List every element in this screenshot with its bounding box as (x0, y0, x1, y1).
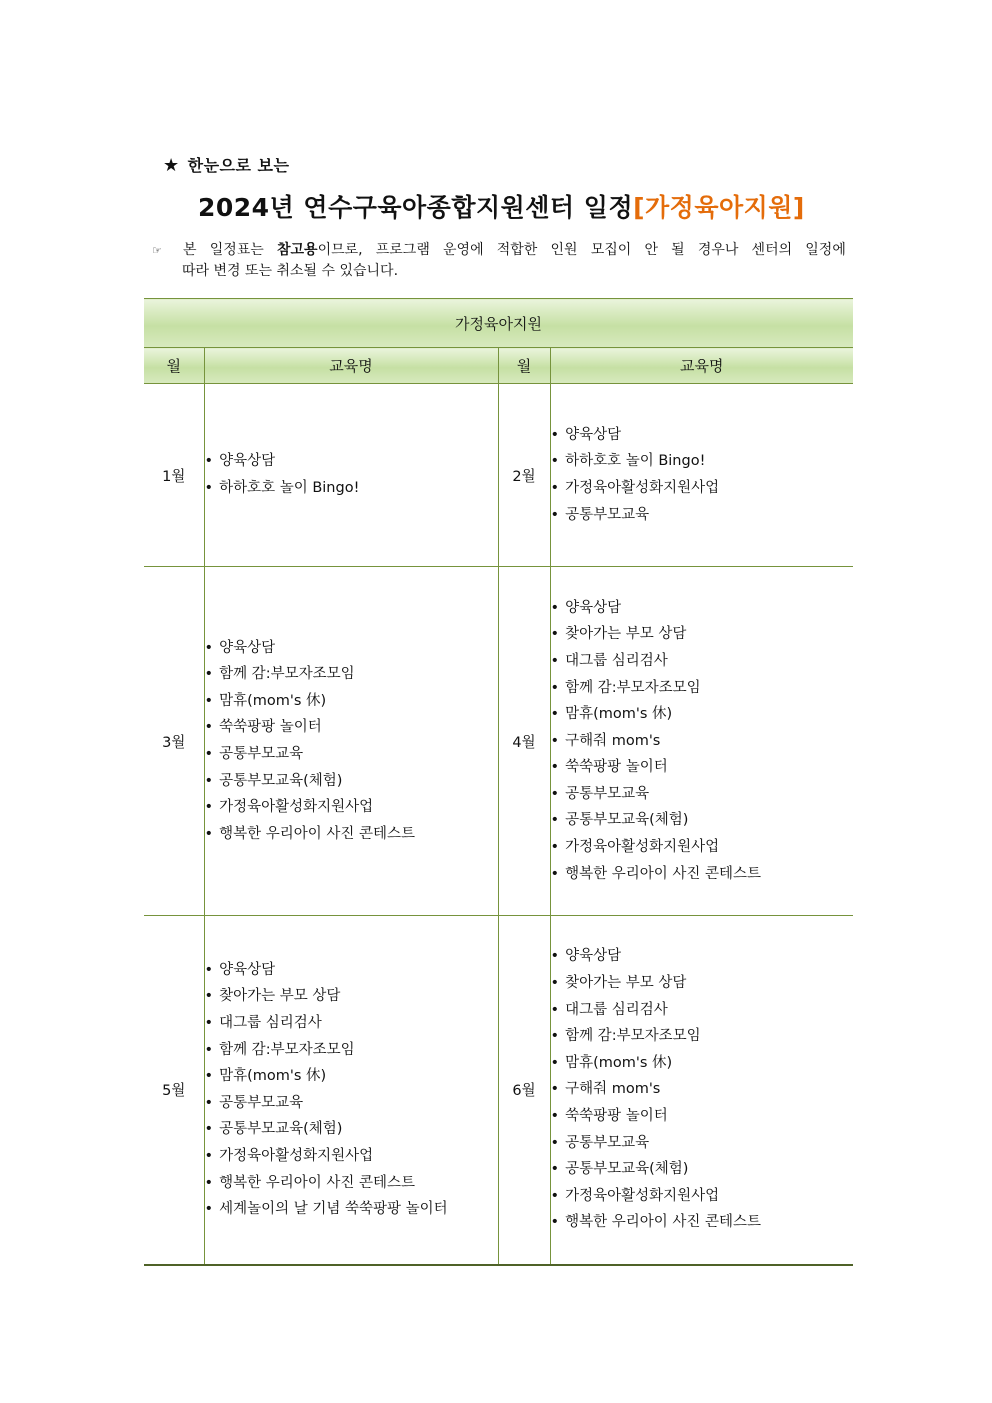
program-item (551, 701, 854, 728)
program-item (205, 821, 498, 848)
bullet-icon: • (550, 1028, 560, 1045)
program-item (551, 621, 854, 648)
program-item (205, 983, 498, 1010)
notice-word: 센터의 (751, 242, 793, 258)
program-item (205, 794, 498, 821)
program-item (205, 1143, 498, 1170)
bullet-icon: • (550, 812, 560, 829)
program-item (551, 595, 854, 622)
program-item (551, 781, 854, 808)
page-title (198, 188, 805, 224)
notice-word: 경우나 (697, 242, 739, 258)
program-cell (550, 916, 853, 1265)
title-accent: [가정육아지원] (633, 193, 805, 222)
notice-word: 될 (671, 242, 685, 258)
program-name: 함께 감:부모자조모임 (565, 679, 701, 696)
bullet-icon: • (204, 1121, 214, 1138)
program-item (551, 1130, 854, 1157)
bullet-icon: • (550, 1134, 560, 1151)
program-name: 함께 감:부모자조모임 (219, 1041, 355, 1058)
program-item (551, 1023, 854, 1050)
program-item (551, 728, 854, 755)
program-name: 가정육아활성화지원사업 (565, 839, 720, 856)
program-name: 쑥쑥팡팡 놀이터 (565, 759, 668, 776)
bullet-icon: • (550, 652, 560, 669)
bullet-icon: • (550, 1001, 560, 1018)
program-item (551, 1183, 854, 1210)
program-name: 찾아가는 부모 상담 (565, 626, 687, 643)
program-cell (204, 384, 498, 567)
program-name: 하하호호 놀이 Bingo! (219, 480, 360, 496)
program-list (205, 957, 498, 1223)
bullet-icon: • (204, 772, 214, 789)
column-header-row (144, 348, 853, 384)
bullet-icon: • (204, 666, 214, 683)
program-name: 세계놀이의 날 기념 쑥쑥팡팡 놀이터 (219, 1201, 448, 1218)
bullet-icon: • (550, 732, 560, 749)
bullet-icon: • (204, 746, 214, 762)
bullet-icon: • (204, 719, 214, 736)
notice-line-2: 따라 변경 또는 취소될 수 있습니다. (182, 263, 399, 279)
schedule-table (144, 298, 853, 1266)
program-name: 공통부모교육(체험) (219, 772, 343, 789)
bullet-icon: • (204, 988, 214, 1005)
program-cell (550, 567, 853, 916)
program-name: 찾아가는 부모 상담 (219, 988, 341, 1005)
bullet-icon: • (550, 1161, 560, 1178)
bullet-icon: • (550, 480, 560, 496)
program-name: 맘휴(mom's 休) (219, 1068, 327, 1085)
program-item (551, 997, 854, 1024)
program-item (205, 448, 498, 475)
table-row (144, 916, 853, 1265)
program-item (551, 422, 854, 449)
program-cell (550, 384, 853, 567)
program-item (205, 1116, 498, 1143)
program-name: 행복한 우리아이 사진 콘테스트 (565, 865, 761, 882)
program-item (205, 1063, 498, 1090)
program-name: 양육상담 (219, 639, 276, 656)
program-item (551, 1050, 854, 1077)
program-name: 공통부모교육(체험) (219, 1121, 343, 1138)
month-cell: 6월 (498, 916, 550, 1265)
bullet-icon: • (204, 1094, 214, 1111)
program-item (551, 807, 854, 834)
notice-word: 운영에 (443, 242, 484, 258)
month-cell: 5월 (144, 916, 204, 1265)
bullet-icon: • (204, 1147, 214, 1164)
program-name: 양육상담 (219, 961, 276, 978)
bullet-icon: • (550, 1054, 560, 1071)
bullet-icon: • (204, 1201, 214, 1218)
program-name: 쑥쑥팡팡 놀이터 (219, 719, 322, 736)
bullet-icon: • (550, 706, 560, 723)
bullet-icon: • (550, 865, 560, 882)
program-name: 대그룹 심리검사 (565, 652, 668, 669)
program-item (205, 957, 498, 984)
program-item (551, 1103, 854, 1130)
program-name: 공통부모교육 (219, 746, 304, 762)
program-item (551, 1209, 854, 1236)
notice-word: 인원 (550, 242, 578, 258)
bullet-icon: • (204, 480, 214, 496)
month-cell: 4월 (498, 567, 550, 916)
bullet-icon: • (550, 975, 560, 992)
program-name: 맘휴(mom's 休) (565, 1054, 673, 1071)
bullet-icon: • (204, 1174, 214, 1191)
program-name: 맘휴(mom's 休) (565, 706, 673, 723)
program-name: 행복한 우리아이 사진 콘테스트 (219, 1174, 415, 1191)
star-icon: ★ (163, 155, 180, 176)
program-item (551, 475, 854, 502)
program-name: 공통부모교육(체험) (565, 812, 689, 829)
bullet-icon: • (204, 1014, 214, 1031)
program-name: 양육상담 (565, 426, 622, 443)
program-name: 가정육아활성화지원사업 (565, 480, 720, 496)
program-name: 구해줘 mom's (565, 1081, 661, 1098)
program-name: 행복한 우리아이 사진 콘테스트 (219, 825, 415, 842)
notice-word: 일정에 (805, 242, 846, 258)
bullet-icon: • (204, 1041, 214, 1058)
program-item (205, 475, 498, 502)
bullet-icon: • (550, 1214, 560, 1231)
kicker-text: 한눈으로 보는 (187, 156, 290, 175)
program-item (551, 834, 854, 861)
program-name: 양육상담 (219, 453, 276, 470)
month-cell: 1월 (144, 384, 204, 567)
notice-word: 프로그램 (375, 242, 430, 258)
program-item (205, 1170, 498, 1197)
program-item (205, 688, 498, 715)
program-name: 공통부모교육 (219, 1094, 304, 1111)
program-item (205, 741, 498, 768)
program-name: 구해줘 mom's (565, 732, 661, 749)
bullet-icon: • (204, 453, 214, 470)
table-banner: 가정육아지원 (144, 299, 853, 348)
program-item (205, 1196, 498, 1223)
table-banner-row (144, 299, 853, 348)
program-name: 쑥쑥팡팡 놀이터 (565, 1108, 668, 1125)
program-name: 가정육아활성화지원사업 (219, 799, 374, 816)
notice-word: 본 (183, 242, 197, 258)
column-header-program: 교육명 (204, 348, 498, 384)
bullet-icon: • (204, 799, 214, 816)
table-row (144, 384, 853, 567)
section-kicker (163, 153, 289, 176)
bullet-icon: • (204, 961, 214, 978)
table-row (144, 567, 853, 916)
program-name: 대그룹 심리검사 (565, 1001, 668, 1018)
bullet-icon: • (550, 1081, 560, 1098)
program-list (205, 635, 498, 848)
program-name: 찾아가는 부모 상담 (565, 975, 687, 992)
program-item (205, 1037, 498, 1064)
bullet-icon: • (550, 426, 560, 443)
program-item (551, 943, 854, 970)
bullet-icon: • (550, 839, 560, 856)
bullet-icon: • (204, 639, 214, 656)
program-item (205, 635, 498, 662)
bullet-icon: • (550, 759, 560, 776)
bullet-icon: • (550, 1187, 560, 1204)
notice-word: 일정표는 (209, 242, 264, 258)
program-cell (204, 916, 498, 1265)
bullet-icon: • (550, 679, 560, 696)
program-name: 대그룹 심리검사 (219, 1014, 322, 1031)
program-list (205, 448, 498, 501)
bullet-icon: • (204, 692, 214, 709)
program-item (205, 1010, 498, 1037)
program-name: 공통부모교육 (565, 506, 650, 523)
notice-word-emphasis: 참고용이므로, (276, 242, 363, 258)
program-cell (204, 567, 498, 916)
notice-word: 안 (644, 242, 658, 258)
program-name: 행복한 우리아이 사진 콘테스트 (565, 1214, 761, 1231)
program-name: 공통부모교육 (565, 785, 650, 802)
bullet-icon: • (550, 1108, 560, 1125)
program-name: 맘휴(mom's 休) (219, 692, 327, 709)
bullet-icon: • (550, 785, 560, 802)
bullet-icon: • (204, 825, 214, 842)
title-main: 2024년 연수구육아종합지원센터 일정 (198, 193, 634, 222)
program-name: 가정육아활성화지원사업 (219, 1147, 374, 1164)
bullet-icon: • (204, 1068, 214, 1085)
notice-line-1 (152, 240, 846, 261)
notice-word: 적합한 (496, 242, 538, 258)
program-name: 양육상담 (565, 948, 622, 965)
bullet-icon: • (550, 948, 560, 965)
program-name: 함께 감:부모자조모임 (565, 1028, 701, 1045)
program-name: 하하호호 놀이 Bingo! (565, 453, 706, 470)
program-item (205, 768, 498, 795)
program-item (551, 648, 854, 675)
bullet-icon: • (550, 626, 560, 643)
program-item (551, 675, 854, 702)
column-header-month: 월 (498, 348, 550, 384)
column-header-program: 교육명 (550, 348, 853, 384)
program-item (551, 1156, 854, 1183)
program-item (551, 502, 854, 529)
notice-word: 모집이 (590, 242, 632, 258)
bullet-icon: • (550, 453, 560, 470)
program-item (205, 1090, 498, 1117)
program-name: 가정육아활성화지원사업 (565, 1187, 720, 1204)
month-cell: 2월 (498, 384, 550, 567)
program-list (551, 422, 854, 528)
program-name: 함께 감:부모자조모임 (219, 666, 355, 683)
bullet-icon: • (550, 599, 560, 616)
program-name: 공통부모교육 (565, 1134, 650, 1151)
pointing-hand-icon: ☞ (152, 244, 162, 257)
notice (152, 240, 846, 282)
program-list (551, 595, 854, 888)
column-header-month: 월 (144, 348, 204, 384)
program-name: 양육상담 (565, 599, 622, 616)
program-item (205, 714, 498, 741)
program-list (551, 943, 854, 1236)
bullet-icon: • (550, 506, 560, 523)
program-name: 공통부모교육(체험) (565, 1161, 689, 1178)
program-item (551, 1076, 854, 1103)
program-item (551, 448, 854, 475)
program-item (551, 861, 854, 888)
program-item (551, 970, 854, 997)
program-item (551, 754, 854, 781)
program-item (205, 661, 498, 688)
month-cell: 3월 (144, 567, 204, 916)
